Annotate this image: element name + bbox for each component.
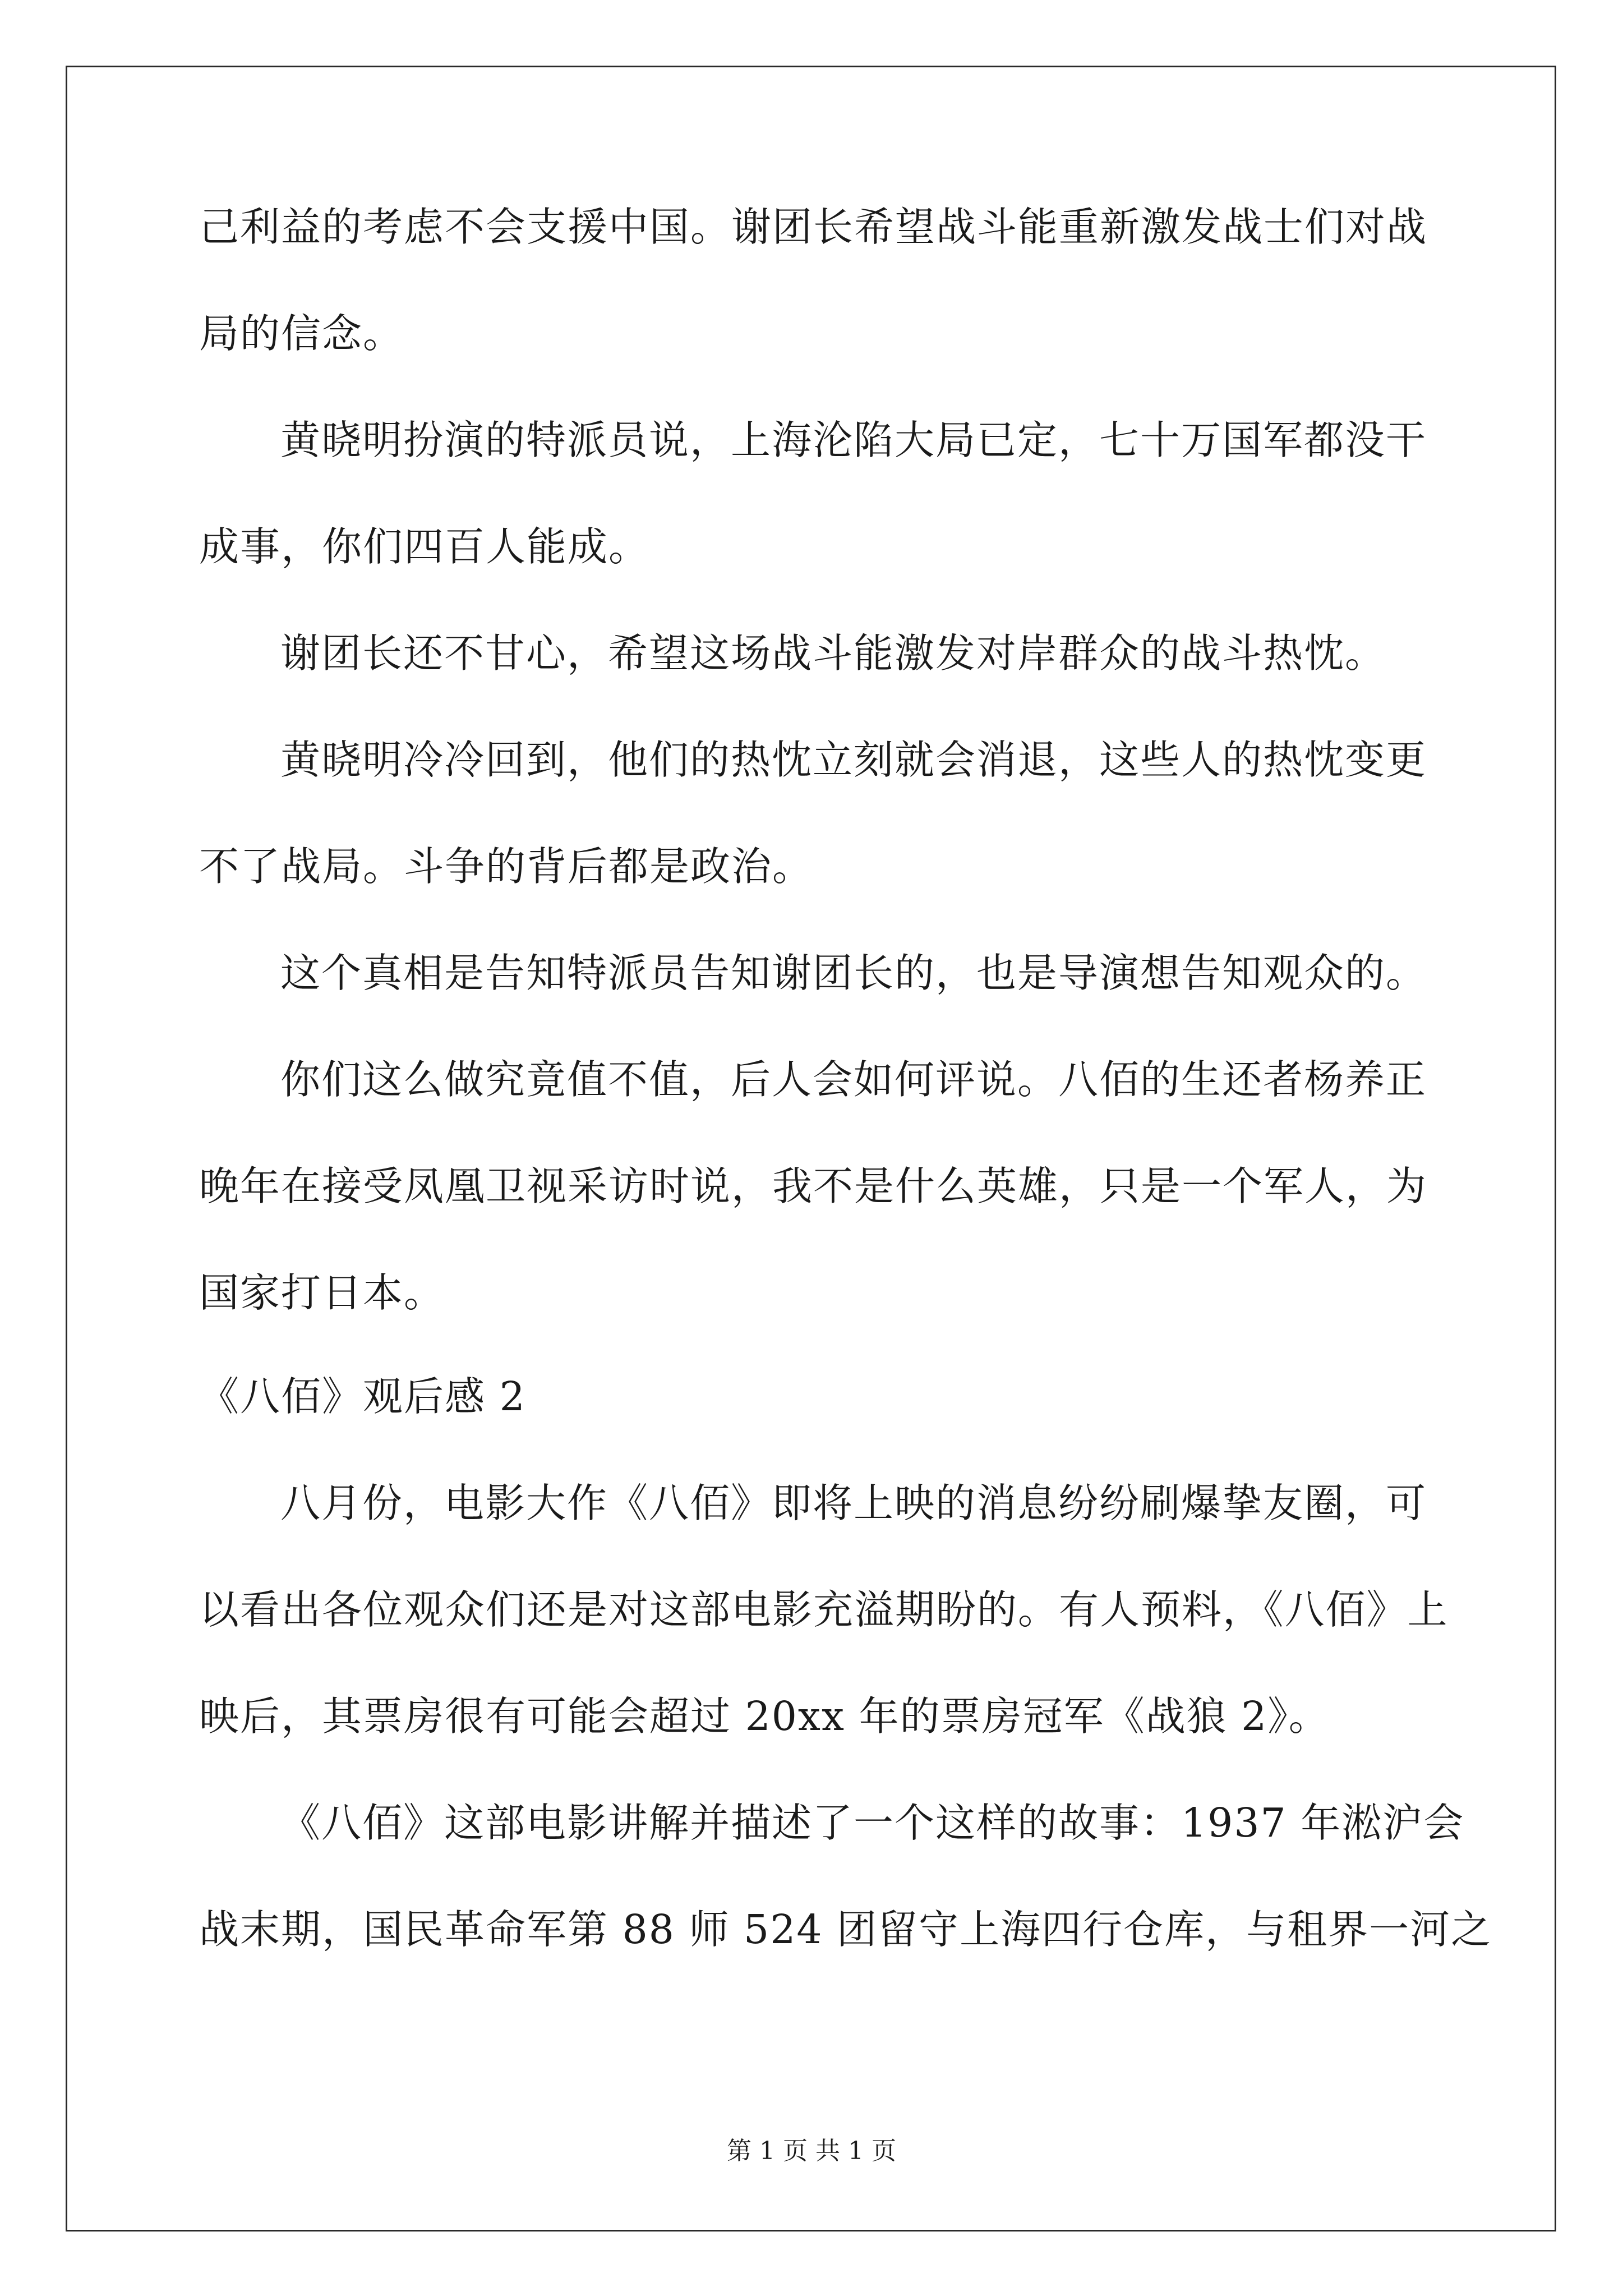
text-line: 《八佰》这部电影讲解并描述了一个这样的故事：1937 年淞沪会 — [280, 1800, 1465, 1846]
text-line: 黄晓明扮演的特派员说，上海沦陷大局已定，七十万国军都没干 — [280, 417, 1427, 463]
section-heading: 《八佰》观后感 2 — [199, 1373, 526, 1420]
text-line: 成事，你们四百人能成。 — [199, 523, 650, 570]
text-line: 这个真相是告知特派员告知谢团长的，也是导演想告知观众的。 — [280, 950, 1427, 996]
text-line: 国家打日本。 — [199, 1269, 445, 1316]
text-line: 以看出各位观众们还是对这部电影充溢期盼的。有人预料，《八佰》上 — [199, 1586, 1449, 1633]
text-line: 谢团长还不甘心，希望这场战斗能激发对岸群众的战斗热忱。 — [280, 630, 1386, 677]
text-line: 局的信念。 — [199, 310, 404, 357]
text-line: 战末期，国民革命军第 88 师 524 团留守上海四行仓库，与租界一河之 — [199, 1906, 1492, 1953]
page-footer: 第 1 页 共 1 页 — [727, 2137, 896, 2165]
text-line: 映后，其票房很有可能会超过 20xx 年的票房冠军《战狼 2》。 — [199, 1693, 1330, 1740]
text-line: 八月份，电影大作《八佰》即将上映的消息纷纷刷爆挚友圈，可 — [280, 1480, 1427, 1526]
text-line: 不了战局。斗争的背后都是政治。 — [199, 843, 814, 890]
text-line: 己利益的考虑不会支援中国。谢团长希望战斗能重新激发战士们对战 — [199, 204, 1428, 250]
text-line: 晚年在接受凤凰卫视采访时说，我不是什么英雄，只是一个军人，为 — [199, 1163, 1428, 1209]
text-line: 黄晓明冷冷回到，他们的热忱立刻就会消退，这些人的热忱变更 — [280, 737, 1427, 783]
text-line: 你们这么做究竟值不值，后人会如何评说。八佰的生还者杨养正 — [280, 1056, 1427, 1103]
